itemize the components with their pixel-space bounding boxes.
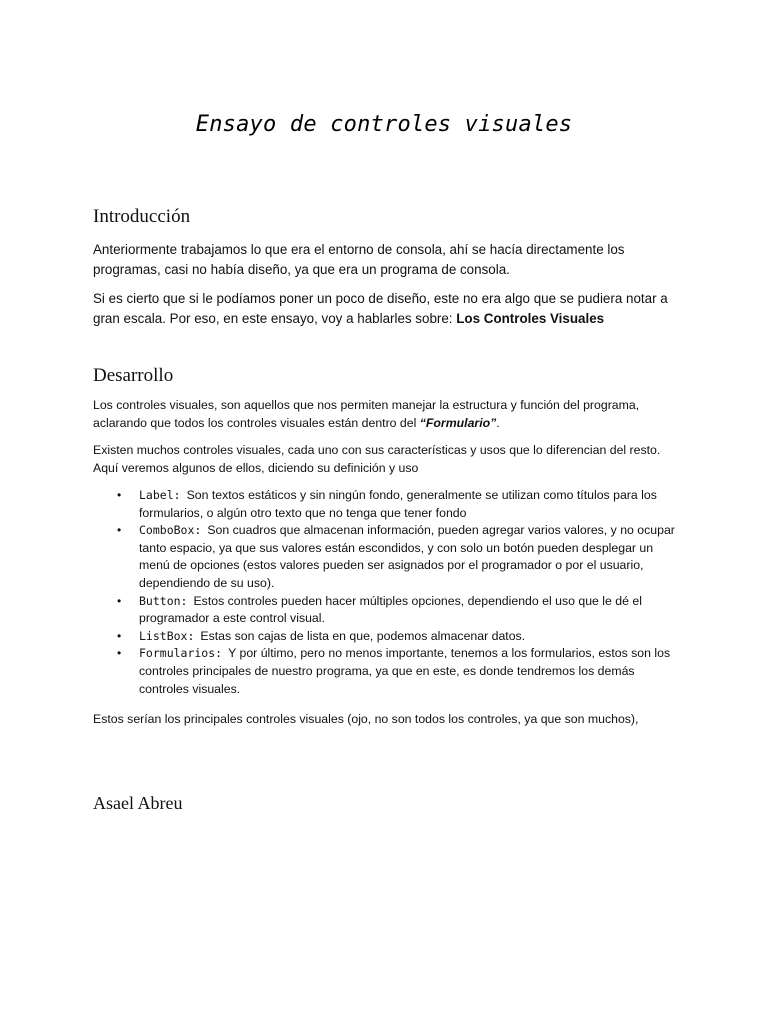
term-label: Label xyxy=(139,488,174,502)
term-listbox: ListBox xyxy=(139,628,188,643)
item-text: Son cuadros que almacenan información, pueden agregar varios valores, y no ocupar tanto espacio, ya que sus valores están escondidos, y con solo un botón pueden desplegar un menú de opciones (estos valores pueden ser asignados por el programador o por el usuario, dependiendo de su uso). xyxy=(139,523,675,590)
heading-desarrollo: Desarrollo xyxy=(93,365,174,386)
term-combobox: ComboBox xyxy=(139,523,195,538)
term-colon: : xyxy=(215,646,223,661)
list-item-button xyxy=(93,593,683,628)
closing-paragraph: Estos serían los principales controles visuales (ojo, no son todos los controles, ya que son muchos), xyxy=(93,712,639,726)
intro-paragraph-1: Anteriormente trabajamos lo que era el entorno de consola, ahí se hacía directamente los programas, casi no había diseño, ya que era un programa de consola. xyxy=(93,242,625,277)
desarrollo-paragraph-2: Existen muchos controles visuales, cada uno con sus características y usos que lo diferencian del resto. Aquí veremos algunos de ellos, diciendo su definición y uso xyxy=(93,443,661,475)
term-colon: : xyxy=(173,488,181,502)
intro-emphasis: Los Controles Visuales xyxy=(456,310,605,326)
item-text: Son textos estáticos y sin ningún fondo, generalmente se utilizan como títulos para los formularios, o algún otro texto que no tenga que tener fondo xyxy=(139,488,657,520)
term-colon: : xyxy=(194,523,202,538)
desarrollo-paragraph-1 xyxy=(93,397,683,432)
list-item-combobox xyxy=(93,522,683,592)
author-name: Asael Abreu xyxy=(93,793,183,813)
term-formularios: Formularios xyxy=(139,646,216,661)
desarrollo-p1-end: . xyxy=(496,415,500,430)
intro-paragraph-2 xyxy=(93,289,683,328)
item-text: Estas son cajas de lista en que, podemos almacenar datos. xyxy=(200,628,526,643)
desarrollo-p1-text: Los controles visuales, son aquellos que nos permiten manejar la estructura y función del programa, aclarando que todos los controles visuales están dentro del xyxy=(93,398,640,430)
term-colon: : xyxy=(180,593,188,608)
bullet-icon: • xyxy=(117,646,122,661)
item-text: Y por último, pero no menos importante, tenemos a los formularios, estos son los controles principales de nuestro programa, ya que en este, es donde tendremos los demás controles visuales. xyxy=(139,646,671,696)
term-button: Button xyxy=(139,593,181,608)
bullet-icon: • xyxy=(117,593,122,608)
bullet-icon: • xyxy=(117,628,122,643)
term-colon: : xyxy=(187,628,195,643)
intro-paragraph-2-text: Si es cierto que si le podíamos poner un poco de diseño, este no era algo que se pudiera notar a gran escala. Por eso, en este ensayo, voy a hablarles sobre: xyxy=(93,291,668,326)
item-text: Estos controles pueden hacer múltiples opciones, dependiendo el uso que le dé el programador a este control visual. xyxy=(139,593,642,626)
bullet-icon: • xyxy=(117,523,122,538)
list-item-listbox xyxy=(93,628,683,646)
formulario-emphasis: “Formulario” xyxy=(419,415,497,430)
list-item-label xyxy=(93,487,683,522)
list-item-formularios xyxy=(93,645,683,698)
document-title: Ensayo de controles visuales xyxy=(195,112,573,137)
controls-list xyxy=(93,487,683,698)
bullet-icon: • xyxy=(117,488,122,502)
heading-introduccion: Introducción xyxy=(93,206,191,227)
